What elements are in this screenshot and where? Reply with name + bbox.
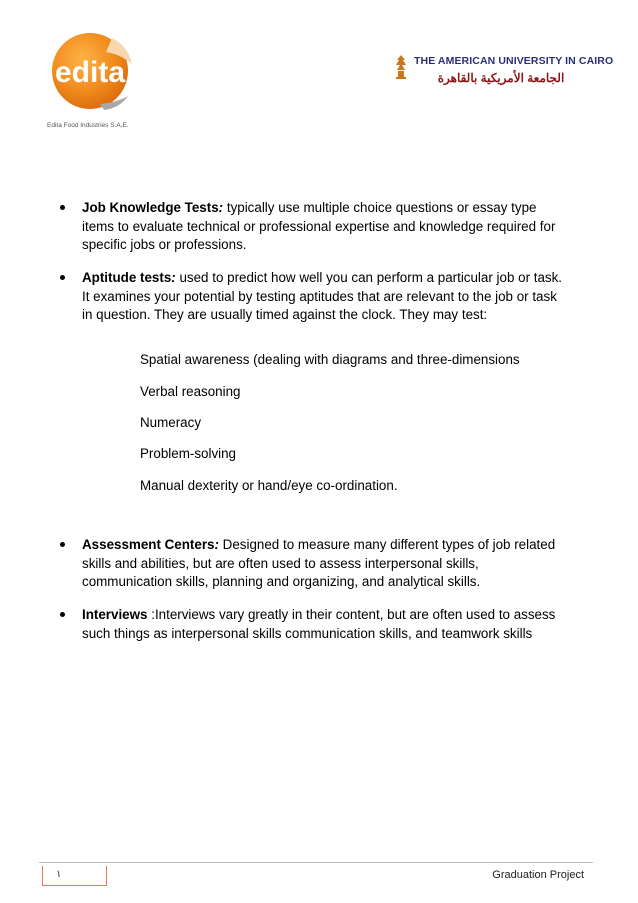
bullet-body: Designed to measure many different types of job related skills and abilities, but are often used to assess interpersonal skills, communication skills, planning and organizing, and analytical skills. [82,537,556,590]
bullet-title: Interviews [82,607,148,622]
bullet-text [82,606,570,643]
edita-caption: Edita Food Industries S.A.E. [47,122,129,129]
bullet-text [82,199,570,255]
edita-logo-text: edita [54,56,126,89]
aptitude-list-item: Verbal reasoning [140,384,241,399]
bullet-title: Job Knowledge Tests [82,200,219,215]
auc-logo [393,52,614,92]
bullet-text [82,536,570,592]
bullet-punct: : [214,537,219,552]
bullet-icon [60,612,65,617]
bullet-title: Aptitude tests [82,270,172,285]
bullet-body: typically use multiple choice questions or essay type items to evaluate technical or professional expertise and knowledge required for specific jobs or professions. [82,200,556,253]
bullet-body: used to predict how well you can perform a particular job or task. It examines your potential by testing aptitudes that are relevant to the job or task in question. They are usually timed against the clock. They may test: [82,270,563,323]
bullet-text [82,269,570,325]
aptitude-list-item: Manual dexterity or hand/eye co-ordination. [140,478,398,493]
auc-name: THE AMERICAN UNIVERSITY IN CAIRO [414,55,614,67]
bullet-icon [60,205,65,210]
page-number-box [42,866,107,886]
page-number: ١ [56,869,62,880]
aptitude-list-item: Problem-solving [140,446,237,461]
bullet-punct: : [218,200,224,215]
auc-emblem-icon [393,54,409,80]
aptitude-list-item: Numeracy [140,415,202,430]
bullet-icon [60,275,65,280]
bullet-title: Assessment Centers [82,537,215,552]
bullet-punct: : [171,270,176,285]
edita-logo [40,24,150,116]
footer-title: Graduation Project [492,869,584,881]
bullet-icon [60,542,65,547]
bullet-body: :Interviews vary greatly in their content, but are often used to assess such things as interpersonal skills communication skills, and teamwork skills [82,607,556,641]
footer-divider [39,862,593,863]
auc-arabic-name: الجامعة الأمريكية بالقاهرة [437,71,565,85]
aptitude-list-item: Spatial awareness (dealing with diagrams and three-dimensions [140,352,520,367]
